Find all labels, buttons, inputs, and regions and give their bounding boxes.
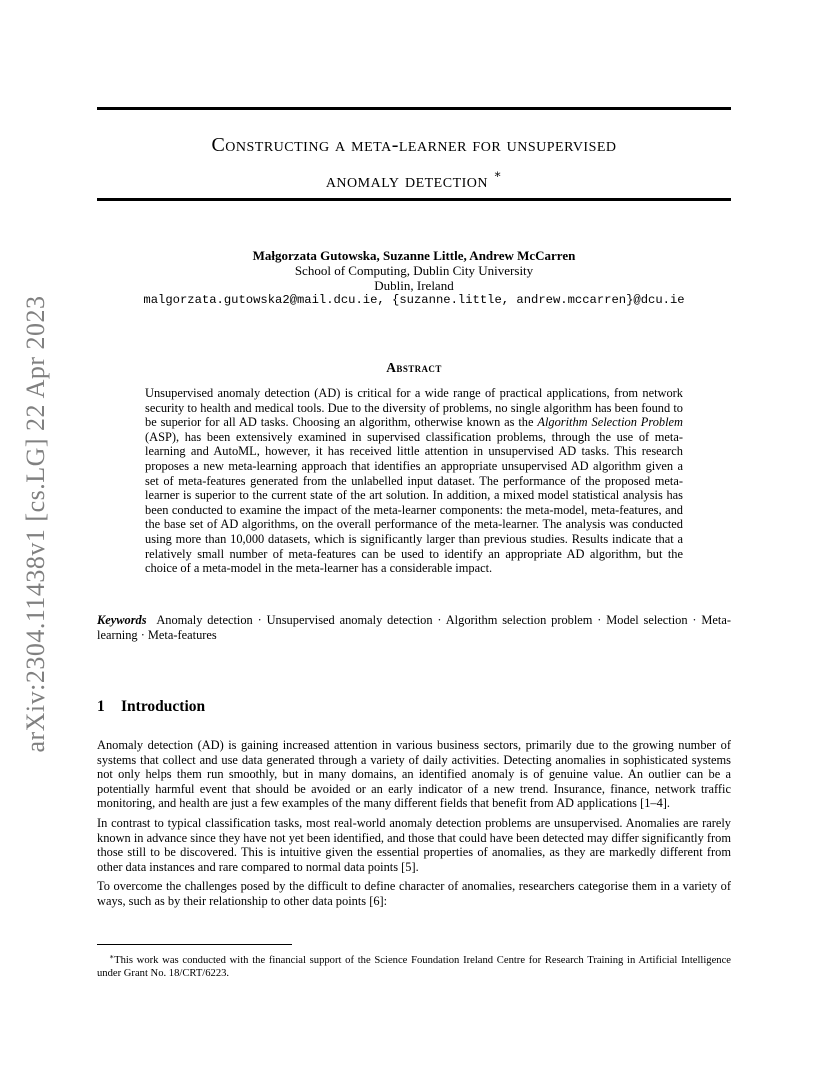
paragraph: To overcome the challenges posed by the difficult to define character of anomalies, researchers categorise them in a variety of ways, such as by their relationship to other data points [6]: xyxy=(97,879,731,908)
keywords xyxy=(97,613,731,642)
footnote-rule xyxy=(97,944,292,945)
footnote-marker: ∗ xyxy=(109,952,115,961)
section-number: 1 xyxy=(97,698,105,715)
arxiv-identifier-stamp: arXiv:2304.11438v1 [cs.LG] 22 Apr 2023 xyxy=(21,295,50,753)
paper-title xyxy=(97,131,731,196)
author-names: Małgorzata Gutowska, Suzanne Little, Andrew McCarren xyxy=(252,248,576,263)
affiliation: School of Computing, Dublin City University xyxy=(294,263,534,278)
paragraph: In contrast to typical classification tasks, most real-world anomaly detection problems are unsupervised. Anomalies are rarely known in advance since they have not yet been identified, and those that could have been detected may differ significantly from those still to be discovered. This is intuitive given the essential properties of anomalies, as they are markedly different from other data instances and rare compared to normal data points [5]. xyxy=(97,815,731,874)
paragraph: Anomaly detection (AD) is gaining increased attention in various business sectors, primarily due to the growing number of systems that collect and use data generated through a variety of daily activities. Detecting anomalies in sophisticated systems not only helps them run smoothly, but in many domains, an identified anomaly is of genuine value. An outlier can be a potentially harmful event that should be avoided or an early indicator of a new trend. Insurance, finance, network traffic monitoring, and health are just a few examples of the many different fields that benefit from AD applications [1–4]. xyxy=(97,738,731,811)
keywords-label: Keywords xyxy=(97,613,147,627)
section-heading-introduction xyxy=(97,698,205,716)
footnote xyxy=(97,950,731,980)
abstract-heading: Abstract xyxy=(386,360,442,375)
abstract-italic-term: Algorithm Selection Problem xyxy=(537,415,683,430)
title-top-rule xyxy=(97,107,731,110)
location: Dublin, Ireland xyxy=(374,278,454,293)
title-footnote-marker: ∗ xyxy=(493,167,503,181)
author-emails: malgorzata.gutowska2@mail.dcu.ie, {suzanne.little, andrew.mccarren}@dcu.ie xyxy=(143,293,685,307)
section-title: Introduction xyxy=(121,698,206,715)
abstract-body: Unsupervised anomaly detection (AD) is critical for a wide range of practical applications, from network security to health and medical tools. Due to the diversity of problems, no single algorithm has been found to be superior for all AD tasks. Choosing an algorithm, otherwise known as the Algorithm Selection Problem (ASP), has been extensively examined in supervised classification problems, through the use of meta-learning and AutoML, however, it has received little attention in unsupervised AD tasks. This research proposes a new meta-learning approach that identifies an appropriate unsupervised AD algorithm given a set of meta-features generated from the unlabelled input dataset. The performance of the proposed meta-learner is superior to the current state of the art solution. In addition, a mixed model statistical analysis has been conducted to examine the impact of the meta-learner components: the meta-model, meta-features, and the base set of AD algorithms, on the overall performance of the meta-learner. The analysis was conducted using more than 10,000 datasets, which is significantly larger than previous studies. Results indicate that a relatively small number of meta-features can be used to identify an appropriate AD algorithm, but the choice of a meta-model in the meta-learner has a considerable impact. xyxy=(145,386,683,576)
footnote-text: This work was conducted with the financial support of the Science Foundation Ireland Centre for Research Training in Artificial Intelligence under Grant No. 18/CRT/6223. xyxy=(97,955,731,979)
author-block xyxy=(97,248,731,308)
keywords-list: Anomaly detection · Unsupervised anomaly detection · Algorithm selection problem · Model selection · Meta-learning · Meta-features xyxy=(97,613,732,642)
title-line-1: Constructing a meta-learner for unsupervised xyxy=(211,134,617,156)
title-line-2: anomaly detection ∗ xyxy=(325,167,503,192)
introduction-body xyxy=(97,738,731,914)
title-bottom-rule xyxy=(97,198,731,201)
